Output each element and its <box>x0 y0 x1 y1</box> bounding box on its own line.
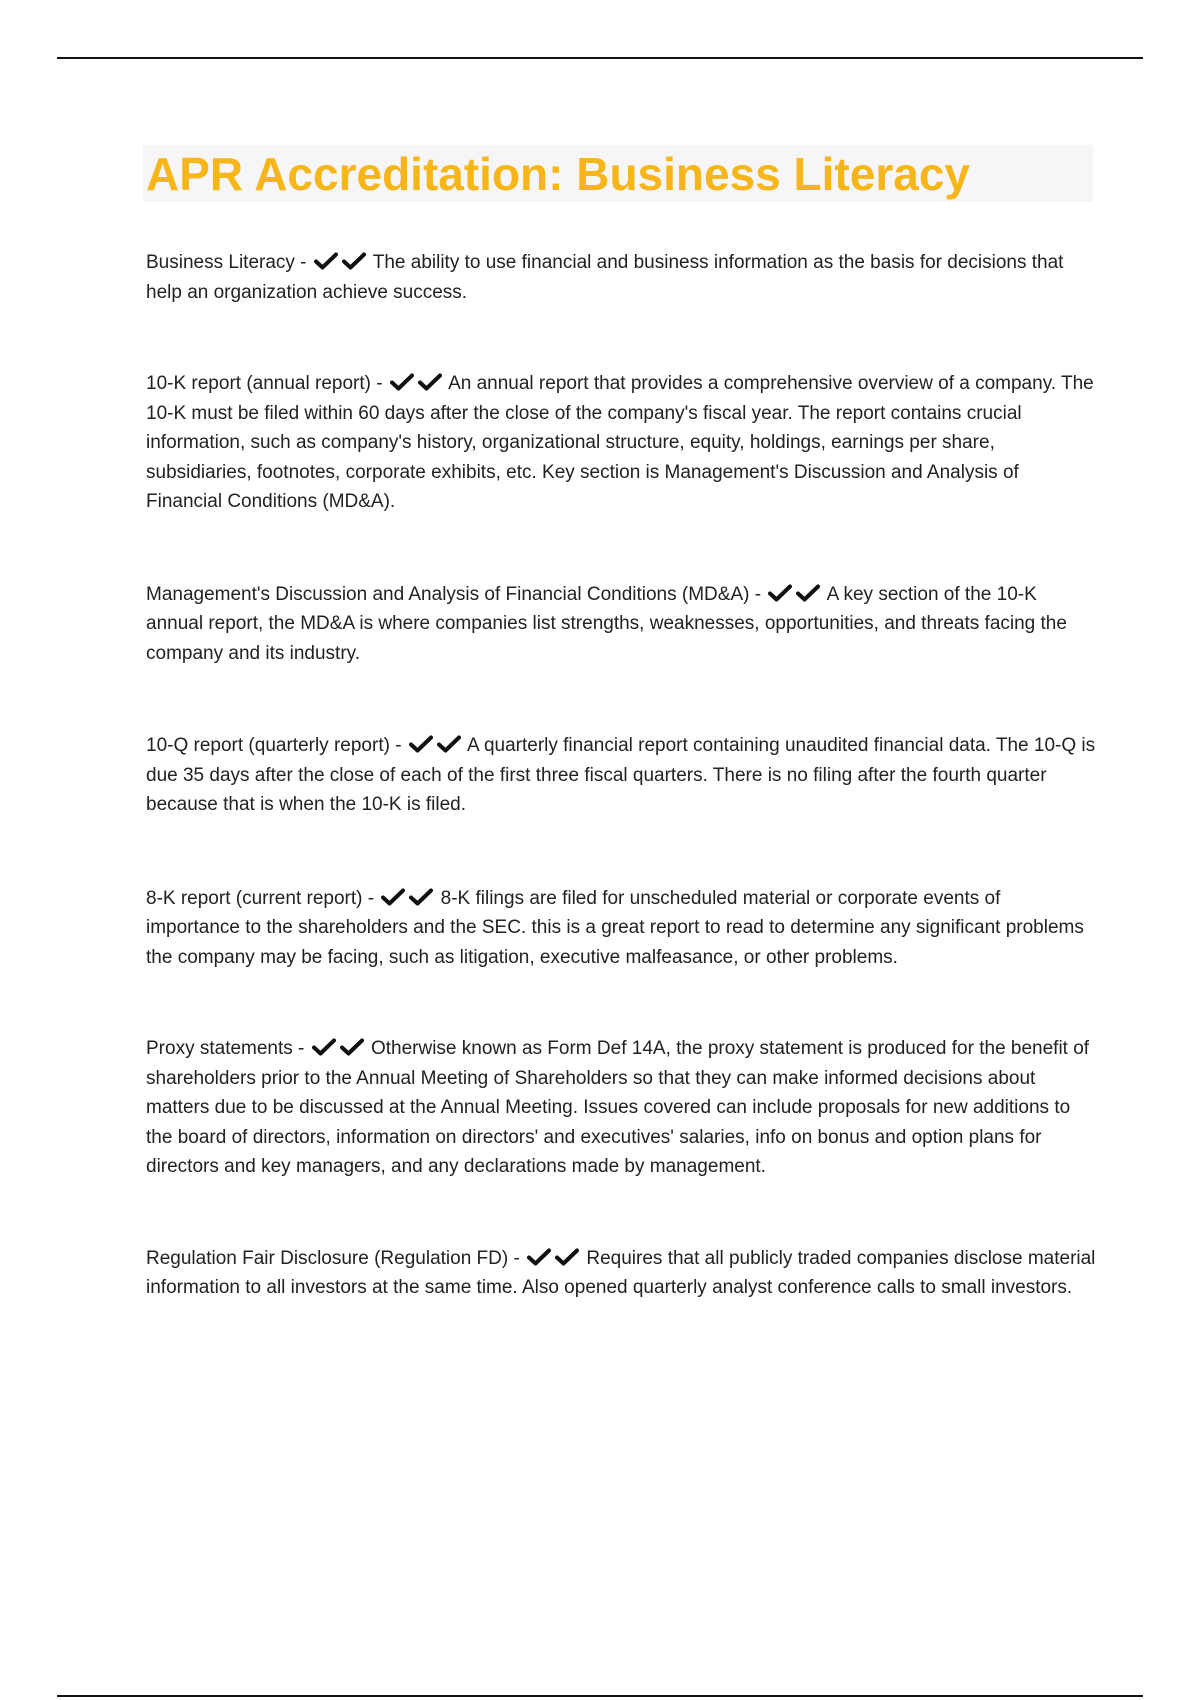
flashcard-entry <box>146 248 1096 307</box>
flashcard-entry <box>146 580 1096 669</box>
entry-definition: A key section of the 10-K annual report, the MD&A is where companies list strengths, weaknesses, opportunities, and threats facing the company and its industry. <box>146 583 1067 664</box>
entry-definition: Otherwise known as Form Def 14A, the proxy statement is produced for the benefit of shareholders prior to the Annual Meeting of Shareholders so that they can make informed decisions about matters due to be discussed at the Annual Meeting. Issues covered can include proposals for new additions to the board of directors, information on directors' and executives' salaries, info on bonus and option plans for directors and key managers, and any declarations made by management. <box>146 1038 1090 1177</box>
check-icon <box>409 888 433 906</box>
check-icon <box>342 252 366 270</box>
check-marks <box>407 735 463 756</box>
entry-term: 10-Q report (quarterly report) - <box>146 735 402 756</box>
flashcard-entry <box>146 884 1096 973</box>
check-icon <box>437 735 461 753</box>
check-marks <box>310 1038 366 1059</box>
check-icon <box>555 1248 579 1266</box>
page-title: APR Accreditation: Business Literacy <box>146 148 970 200</box>
check-icon <box>796 584 820 602</box>
entry-term: Regulation Fair Disclosure (Regulation FD) - <box>146 1247 520 1269</box>
check-marks <box>312 252 368 273</box>
entry-term: Business Literacy - <box>146 252 307 273</box>
check-icon <box>768 584 792 602</box>
entry-term: 8-K report (current report) - <box>146 887 375 909</box>
check-icon <box>418 373 442 391</box>
flashcard-entry <box>146 369 1096 517</box>
check-marks <box>766 584 822 605</box>
bottom-divider <box>57 1695 1143 1697</box>
flashcard-list <box>146 248 1096 1365</box>
check-icon <box>314 252 338 270</box>
entry-term: Management's Discussion and Analysis of Financial Conditions (MD&A) - <box>146 583 762 605</box>
top-divider <box>57 57 1143 59</box>
flashcard-entry <box>146 1034 1096 1182</box>
entry-definition: Requires that all publicly traded companies disclose material information to all investors at the same time. Also opened quarterly analyst conference calls to small investors. <box>146 1247 1096 1298</box>
check-icon <box>409 735 433 753</box>
entry-term: Proxy statements - <box>146 1038 305 1059</box>
flashcard-entry <box>146 1244 1096 1303</box>
flashcard-entry <box>146 731 1096 820</box>
entry-definition: An annual report that provides a comprehensive overview of a company. The 10-K must be filed within 60 days after the close of the company's fiscal year. The report contains crucial information, such as company's history, organizational structure, equity, holdings, earnings per share, subsidiaries, footnotes, corporate exhibits, etc. Key section is Management's Discussion and Analysis of Financial Conditions (MD&A). <box>146 373 1094 512</box>
check-icon <box>381 888 405 906</box>
check-icon <box>312 1038 336 1056</box>
entry-term: 10-K report (annual report) - <box>146 373 383 394</box>
entry-definition: 8-K filings are filed for unscheduled material or corporate events of importance to the shareholders and the SEC. this is a great report to read to determine any significant problems the company may be facing, such as litigation, executive malfeasance, or other problems. <box>146 887 1084 968</box>
check-marks <box>388 373 444 394</box>
entry-definition: The ability to use financial and business information as the basis for decisions that help an organization achieve success. <box>146 252 1064 303</box>
check-icon <box>340 1038 364 1056</box>
check-icon <box>527 1248 551 1266</box>
check-icon <box>390 373 414 391</box>
check-marks <box>525 1248 581 1269</box>
check-marks <box>379 888 435 909</box>
entry-definition: A quarterly financial report containing unaudited financial data. The 10-Q is due 35 days after the close of each of the first three fiscal quarters. There is no filing after the fourth quarter because that is when the 10-K is filed. <box>146 735 1096 815</box>
